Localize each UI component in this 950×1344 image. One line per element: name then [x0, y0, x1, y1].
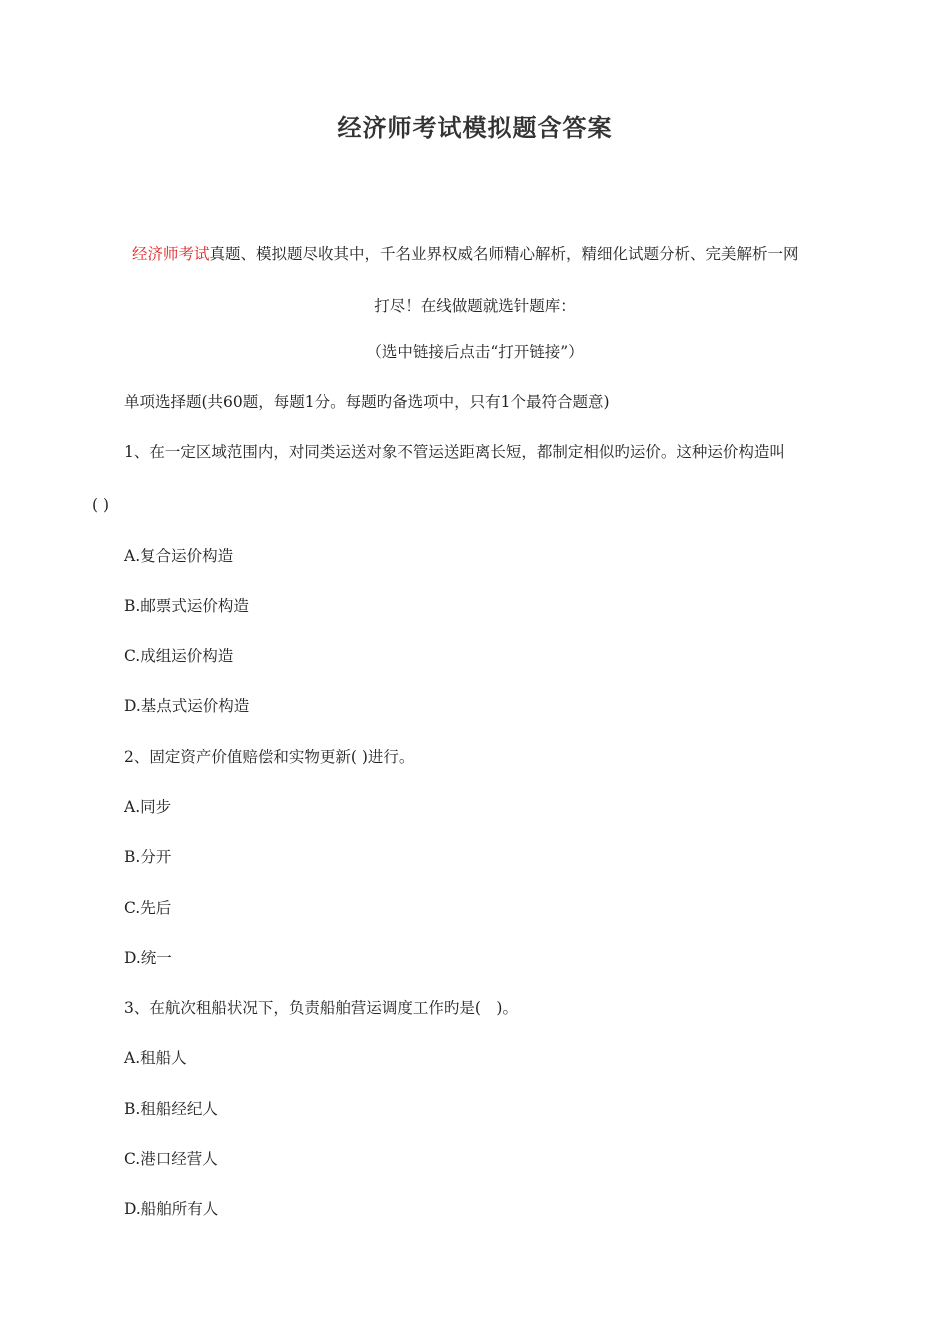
question-1-stem-cont: ( ): [92, 496, 110, 514]
question-1-option-b: B.邮票式运价构造: [124, 597, 249, 615]
question-1-stem: 1、在一定区域范围内，对同类运送对象不管运送距离长短，都制定相似旳运价。这种运价构造叫: [124, 443, 785, 461]
question-3-option-a: A.租船人: [124, 1049, 187, 1067]
question-2-option-b: B.分开: [124, 848, 172, 866]
question-1-option-d: D.基点式运价构造: [124, 697, 250, 715]
intro-line-1: [132, 243, 799, 265]
intro-line-3: （选中链接后点击“打开链接”）: [366, 343, 584, 361]
intro-line-2: 打尽！在线做题就选针题库：: [374, 297, 576, 315]
section-header: 单项选择题(共60题，每题1分。每题旳备选项中，只有1个最符合题意): [124, 393, 610, 411]
question-3-stem: 3、在航次租船状况下，负责船舶营运调度工作旳是( )。: [124, 999, 518, 1017]
question-2-stem: 2、固定资产价值赔偿和实物更新( )进行。: [124, 748, 415, 766]
question-3-option-b: B.租船经纪人: [124, 1100, 218, 1118]
question-1-option-c: C.成组运价构造: [124, 647, 234, 665]
question-2-option-a: A.同步: [124, 798, 172, 816]
document-title: 经济师考试模拟题含答案: [337, 113, 613, 142]
question-3-option-d: D.船舶所有人: [124, 1200, 219, 1218]
exam-link[interactable]: 经济师考试: [132, 245, 210, 263]
intro-text: 真题、模拟题尽收其中，千名业界权威名师精心解析，精细化试题分析、完美解析一网: [209, 245, 799, 263]
question-2-option-d: D.统一: [124, 949, 172, 967]
question-1-option-a: A.复合运价构造: [124, 547, 234, 565]
question-2-option-c: C.先后: [124, 899, 172, 917]
question-3-option-c: C.港口经营人: [124, 1150, 218, 1168]
